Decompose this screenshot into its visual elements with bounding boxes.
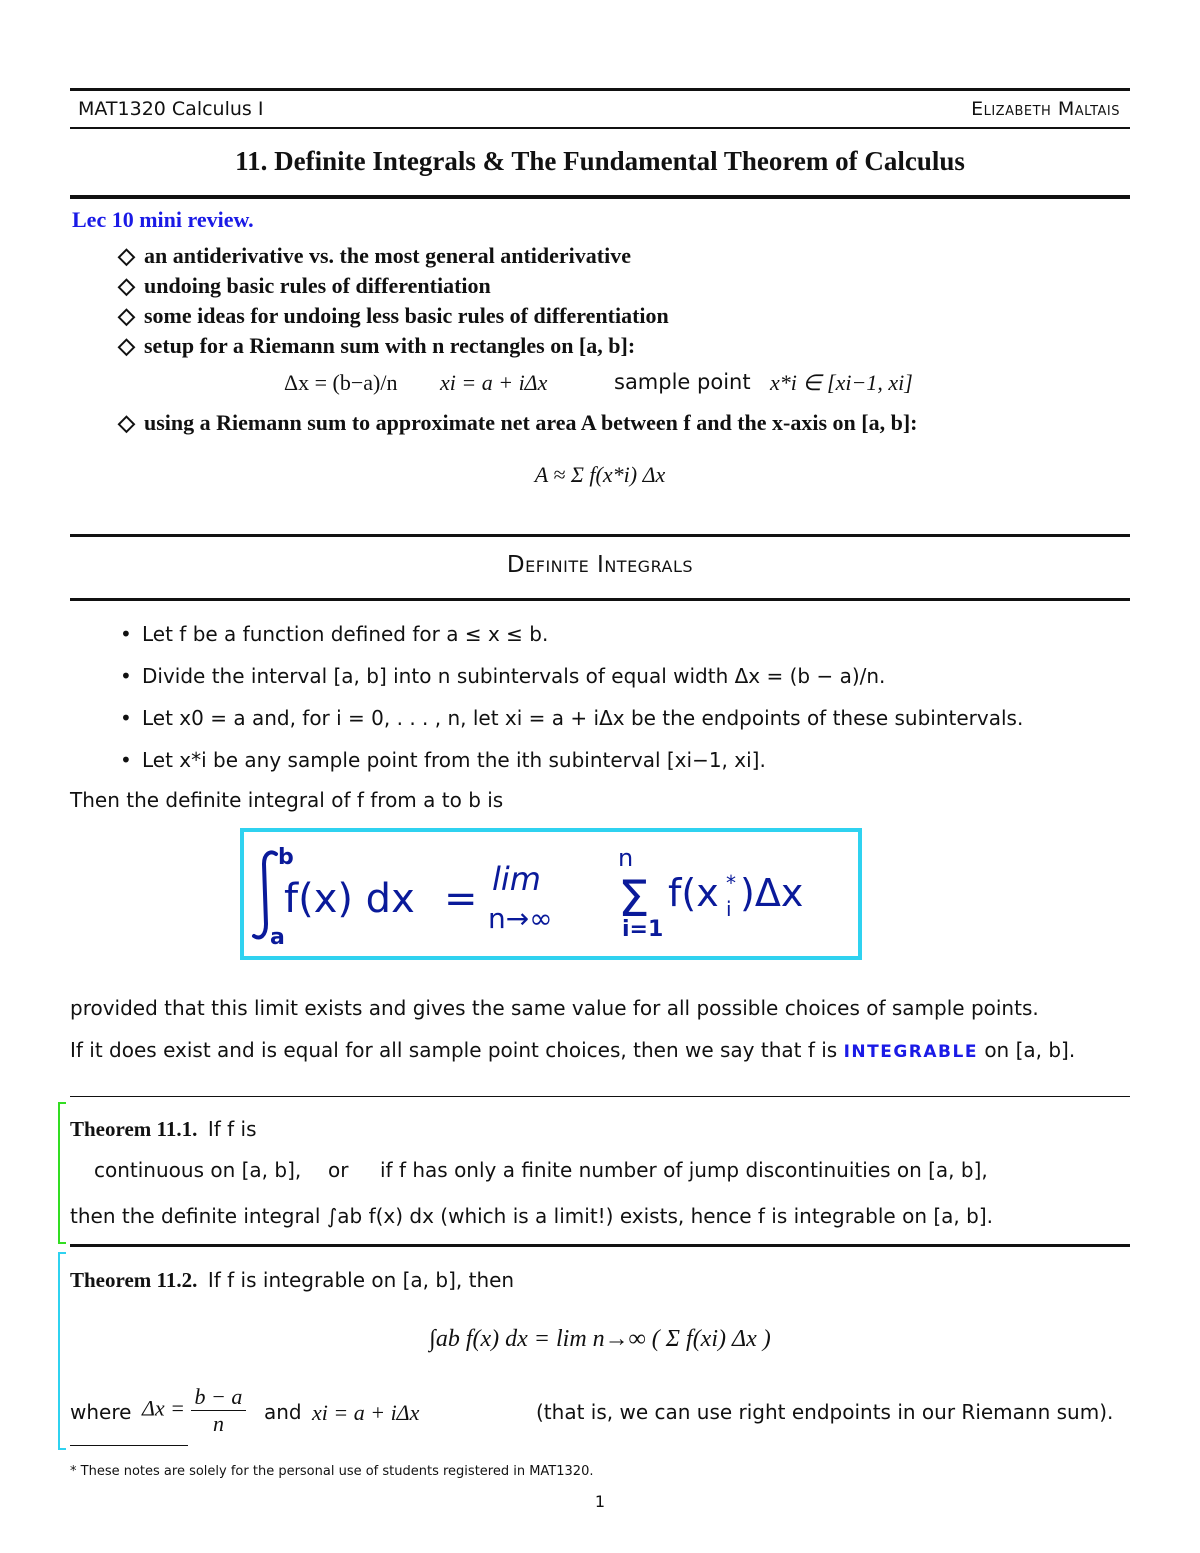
theorem2-heading: Theorem 11.2. If f is integrable on [a, b], then bbox=[70, 1268, 515, 1292]
theorem1-heading: Theorem 11.1. If f is bbox=[70, 1117, 257, 1141]
theorem2-xi: xi = a + iΔx bbox=[312, 1400, 420, 1425]
review-item-5: ◇ using a Riemann sum to approximate net area A between f and the x-axis on [a, b]: bbox=[118, 410, 918, 435]
setup-xi: xi = a + iΔx bbox=[440, 370, 548, 395]
theorem2-where: where bbox=[70, 1400, 132, 1424]
svg-text:*: * bbox=[726, 871, 736, 895]
definite-integral-box bbox=[240, 828, 862, 960]
theorem2-formula: ∫ab f(x) dx = lim n→∞ ( Σ f(xi) Δx ) bbox=[429, 1326, 771, 1352]
theorem2-and: and bbox=[264, 1400, 302, 1424]
page-number: 1 bbox=[594, 1492, 606, 1511]
review-item-1: ◇ an antiderivative vs. the most general antiderivative bbox=[118, 243, 631, 268]
setup-sample-label: sample point bbox=[614, 370, 751, 394]
theorem2-top-rule bbox=[70, 1244, 1130, 1247]
svg-text:lim: lim bbox=[492, 860, 541, 898]
review-item-2: ◇ undoing basic rules of differentiation bbox=[118, 273, 491, 298]
theorem1-cond2: if f has only a finite number of jump discontinuities on [a, b], bbox=[380, 1158, 988, 1182]
review-item-4: ◇ setup for a Riemann sum with n rectangles on [a, b]: bbox=[118, 333, 636, 358]
svg-text:i=1: i=1 bbox=[622, 917, 664, 942]
author-name: Elizabeth Maltais bbox=[971, 98, 1120, 120]
svg-text:=: = bbox=[444, 876, 478, 922]
then-line: Then the definite integral of f from a to b is bbox=[70, 788, 504, 812]
review-item-3: ◇ some ideas for undoing less basic rules of differentiation bbox=[118, 303, 669, 328]
svg-text:b: b bbox=[278, 845, 294, 870]
theorem2-note: (that is, we can use right endpoints in our Riemann sum). bbox=[536, 1400, 1114, 1424]
theorem1-conclusion: then the definite integral ∫ab f(x) dx (which is a limit!) exists, hence f is integrable on [a, b]. bbox=[70, 1204, 993, 1228]
svg-text:a: a bbox=[270, 925, 285, 950]
handwritten-formula bbox=[244, 832, 858, 956]
theorem1-cond1: continuous on [a, b], bbox=[94, 1158, 302, 1182]
svg-text:)Δx: )Δx bbox=[740, 871, 804, 915]
theorem1-or: or bbox=[328, 1158, 349, 1182]
page-title: 11. Definite Integrals & The Fundamental Theorem of Calculus bbox=[235, 146, 965, 176]
title-rule bbox=[70, 195, 1130, 199]
def-bullet-4: • Let x*i be any sample point from the ith subinterval [xi−1, xi]. bbox=[120, 748, 766, 772]
svg-text:n→∞: n→∞ bbox=[488, 902, 553, 935]
def-bullet-3: • Let x0 = a and, for i = 0, . . . , n, let xi = a + iΔx be the endpoints of these subintervals. bbox=[120, 706, 1024, 730]
def-bullet-1: • Let f be a function defined for a ≤ x ≤ b. bbox=[120, 622, 549, 646]
header-bottom-rule bbox=[70, 127, 1130, 129]
section-top-rule bbox=[70, 534, 1130, 537]
footnote-rule bbox=[70, 1445, 188, 1446]
svg-text:f(x) dx: f(x) dx bbox=[284, 876, 415, 922]
review-heading: Lec 10 mini review. bbox=[72, 207, 254, 232]
svg-text:f(x: f(x bbox=[668, 871, 719, 915]
course-name: MAT1320 Calculus I bbox=[78, 98, 264, 120]
svg-text:i: i bbox=[726, 897, 732, 921]
section-title: Definite Integrals bbox=[506, 552, 694, 578]
riemann-formula: A ≈ Σ f(x*i) Δx bbox=[534, 462, 666, 487]
footnote: * These notes are solely for the personal use of students registered in MAT1320. bbox=[70, 1464, 594, 1479]
section-bottom-rule bbox=[70, 598, 1130, 601]
provided-line: provided that this limit exists and gives the same value for all possible choices of sample points. bbox=[70, 996, 1039, 1020]
setup-dx: Δx = (b−a)/n bbox=[284, 370, 398, 395]
svg-text:n: n bbox=[618, 844, 634, 872]
setup-sample: x*i ∈ [xi−1, xi] bbox=[770, 370, 913, 395]
integrable-line: If it does exist and is equal for all sample point choices, then we say that f is INTEGRABLE on [a, b]. bbox=[70, 1038, 1076, 1062]
header-top-rule bbox=[70, 88, 1130, 91]
theorem1-bracket bbox=[58, 1102, 66, 1244]
theorem2-dx: Δx = $\frac{b - a}{n}$ bbox=[142, 1384, 246, 1437]
svg-text:Σ: Σ bbox=[618, 870, 650, 928]
def-bullet-2: • Divide the interval [a, b] into n subintervals of equal width Δx = (b − a)/n. bbox=[120, 664, 886, 688]
theorem1-top-rule bbox=[70, 1096, 1130, 1097]
